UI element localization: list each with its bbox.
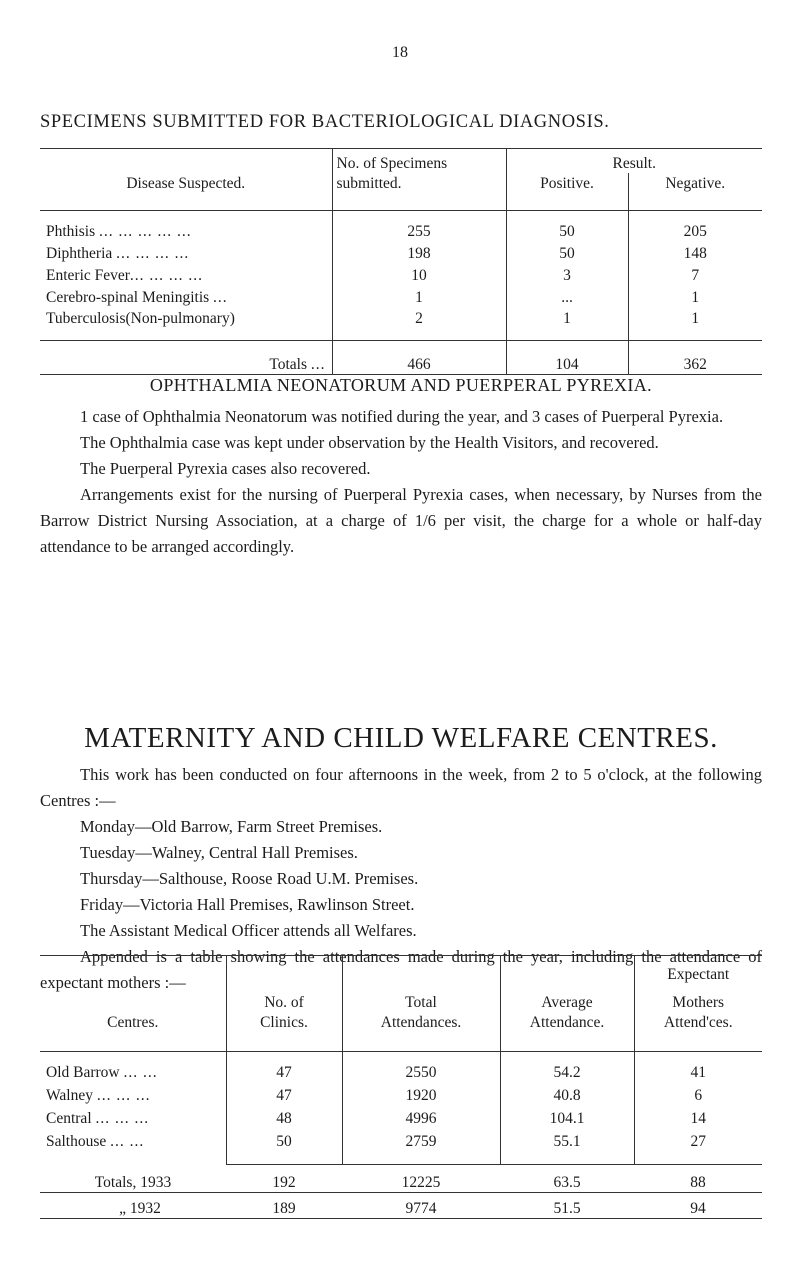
- centre-name: Salthouse: [46, 1132, 107, 1150]
- paragraph: The Puerperal Pyrexia cases also recovered.: [80, 459, 371, 478]
- total-value: 1920: [342, 1082, 500, 1105]
- table-row: [40, 1128, 762, 1151]
- totals-row: [40, 1193, 762, 1219]
- positive-total: 104: [506, 341, 628, 375]
- table-row: [40, 1052, 762, 1082]
- negative-value: 205: [628, 211, 762, 241]
- expectant-value: 14: [634, 1105, 762, 1128]
- average-value: 54.2: [500, 1052, 634, 1082]
- specimens-header-line1: No. of Specimens: [332, 149, 506, 173]
- result-header: Result.: [506, 149, 762, 173]
- table-row: [40, 241, 762, 263]
- disease-name: Diphtheria: [46, 244, 113, 262]
- negative-value: 148: [628, 241, 762, 263]
- paragraph: Arrangements exist for the nursing of Puerperal Pyrexia cases, when necessary, by Nurses from the Barrow District Nursing Association, at a charge of 1/6 per visit, the charge for a whole or half-day attendance to be arranged accordingly.: [40, 485, 762, 556]
- specimens-table: [40, 148, 762, 375]
- positive-value: 1: [506, 307, 628, 341]
- totals-label: Totals: [269, 356, 307, 373]
- centre-schedule-item: Friday—Victoria Hall Premises, Rawlinson Street.: [80, 895, 415, 914]
- leader-dots: ... ... ... ...: [129, 266, 204, 284]
- expectant-header-line3: Attend'ces.: [634, 1012, 762, 1052]
- specimens-heading: SPECIMENS SUBMITTED FOR BACTERIOLOGICAL DIAGNOSIS.: [40, 112, 610, 132]
- ditto-mark: „: [119, 1200, 126, 1217]
- total-value: 2759: [342, 1128, 500, 1151]
- average-total: 51.5: [500, 1193, 634, 1219]
- disease-name: Enteric Fever: [46, 266, 130, 284]
- positive-header: Positive.: [506, 173, 628, 211]
- positive-value: ...: [506, 285, 628, 307]
- total-value: 4996: [342, 1105, 500, 1128]
- totals-row: [40, 341, 762, 375]
- page-number: 18: [392, 44, 408, 61]
- clinics-value: 47: [226, 1052, 342, 1082]
- leader-dots: ...: [213, 288, 228, 306]
- clinics-value: 47: [226, 1082, 342, 1105]
- centre-schedule-item: Tuesday—Walney, Central Hall Premises.: [80, 843, 358, 862]
- disease-name: Cerebro-spinal Meningitis: [46, 288, 210, 306]
- negative-total: 362: [628, 341, 762, 375]
- average-value: 55.1: [500, 1128, 634, 1151]
- totals-label: Totals,: [94, 1174, 137, 1191]
- expectant-value: 41: [634, 1052, 762, 1082]
- total-header-line1: Total: [342, 984, 500, 1012]
- specimens-value: 10: [332, 263, 506, 285]
- clinics-value: 50: [226, 1128, 342, 1151]
- expectant-header-line2: Mothers: [634, 984, 762, 1012]
- negative-header: Negative.: [628, 173, 762, 211]
- expectant-value: 27: [634, 1128, 762, 1151]
- clinics-value: 48: [226, 1105, 342, 1128]
- average-total: 63.5: [500, 1165, 634, 1193]
- specimens-value: 2: [332, 307, 506, 341]
- leader-dots: ...: [310, 356, 326, 373]
- clinics-header-line1: No. of: [226, 984, 342, 1012]
- centre-name: Walney: [46, 1086, 93, 1104]
- paragraph: The Ophthalmia case was kept under observation by the Health Visitors, and recovered.: [80, 433, 659, 452]
- centre-name: Old Barrow: [46, 1063, 120, 1081]
- average-header-line2: Attendance.: [500, 1012, 634, 1052]
- average-header-line1: Average: [500, 984, 634, 1012]
- ophthalmia-heading: OPHTHALMIA NEONATORUM AND PUERPERAL PYREXIA.: [149, 375, 653, 395]
- leader-dots: ... ... ... ...: [116, 244, 190, 262]
- maternity-heading: MATERNITY AND CHILD WELFARE CENTRES.: [84, 722, 718, 754]
- totals-row: [40, 1165, 762, 1193]
- centre-name: Central: [46, 1109, 92, 1127]
- leader-dots: ... ... ...: [96, 1086, 151, 1104]
- average-value: 104.1: [500, 1105, 634, 1128]
- expectant-header-line1: Expectant: [634, 956, 762, 984]
- leader-dots: ... ... ... ... ...: [98, 222, 192, 240]
- table-row: [40, 285, 762, 307]
- specimens-header-line2: submitted.: [332, 173, 506, 211]
- table-row: [40, 1105, 762, 1128]
- centres-header: Centres.: [40, 1012, 226, 1052]
- attendances-table: [40, 955, 762, 1219]
- attendances-total: 9774: [342, 1193, 500, 1219]
- paragraph: The Assistant Medical Officer attends all Welfares.: [80, 921, 417, 940]
- attendances-total: 12225: [342, 1165, 500, 1193]
- clinics-header-line2: Clinics.: [226, 1012, 342, 1052]
- specimens-total: 466: [332, 341, 506, 375]
- positive-value: 50: [506, 241, 628, 263]
- table-row: [40, 1082, 762, 1105]
- table-row: [40, 263, 762, 285]
- specimens-value: 1: [332, 285, 506, 307]
- specimens-value: 198: [332, 241, 506, 263]
- positive-value: 50: [506, 211, 628, 241]
- negative-value: 1: [628, 307, 762, 341]
- paragraph: Appended is a table showing the attendances made during the year, including the attendance of expectant mothers :—: [40, 947, 762, 992]
- leader-dots: ... ...: [110, 1132, 145, 1150]
- paragraph: This work has been conducted on four afternoons in the week, from 2 to 5 o'clock, at the following Centres :—: [40, 765, 762, 810]
- centre-schedule-item: Monday—Old Barrow, Farm Street Premises.: [80, 817, 383, 836]
- table-row: [40, 307, 762, 341]
- centre-schedule-item: Thursday—Salthouse, Roose Road U.M. Premises.: [80, 869, 419, 888]
- average-value: 40.8: [500, 1082, 634, 1105]
- table-row: [40, 211, 762, 241]
- ophthalmia-section: [40, 372, 762, 560]
- paragraph: 1 case of Ophthalmia Neonatorum was notified during the year, and 3 cases of Puerperal Pyrexia.: [80, 407, 724, 426]
- expectant-total: 94: [634, 1193, 762, 1219]
- total-value: 2550: [342, 1052, 500, 1082]
- expectant-total: 88: [634, 1165, 762, 1193]
- negative-value: 1: [628, 285, 762, 307]
- positive-value: 3: [506, 263, 628, 285]
- total-header-line2: Attendances.: [342, 1012, 500, 1052]
- clinics-total: 192: [226, 1165, 342, 1193]
- disease-header: Disease Suspected.: [40, 173, 332, 211]
- totals-year: 1932: [129, 1200, 161, 1217]
- totals-year: 1933: [140, 1174, 172, 1191]
- leader-dots: ... ... ...: [95, 1109, 150, 1127]
- specimens-value: 255: [332, 211, 506, 241]
- expectant-value: 6: [634, 1082, 762, 1105]
- disease-name: Tuberculosis(Non-pulmonary): [46, 309, 235, 327]
- leader-dots: ... ...: [123, 1063, 158, 1081]
- clinics-total: 189: [226, 1193, 342, 1219]
- negative-value: 7: [628, 263, 762, 285]
- disease-name: Phthisis: [46, 222, 96, 240]
